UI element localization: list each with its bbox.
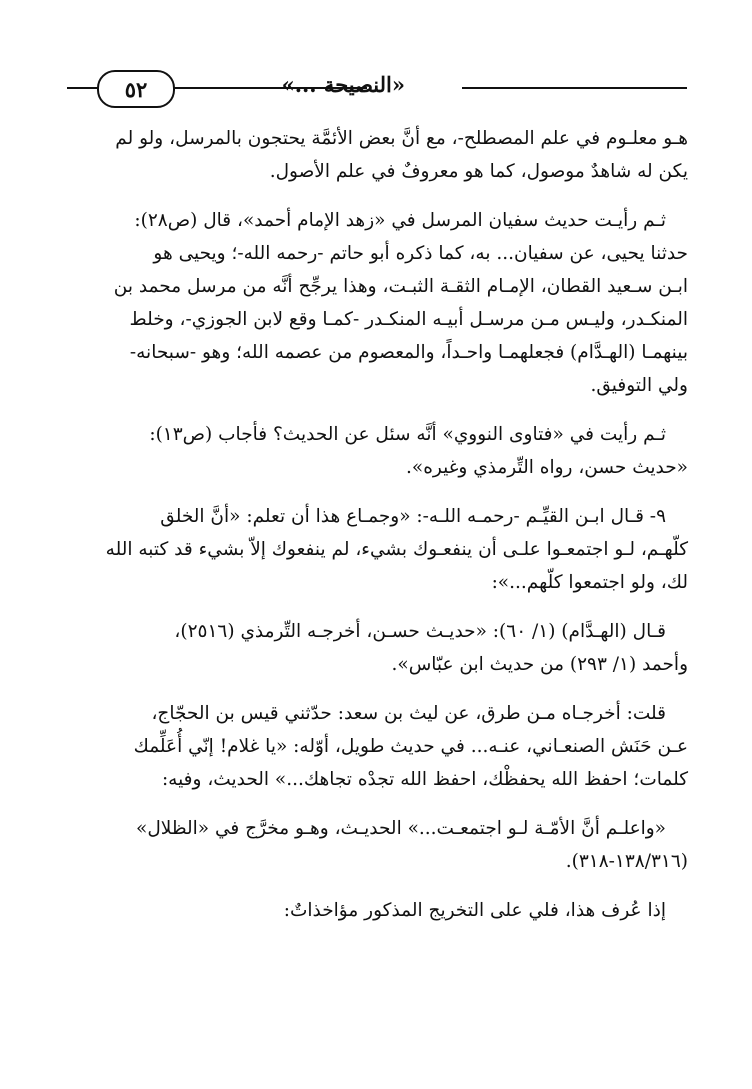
text-line: لك، ولو اجتمعوا كلّهم...»: bbox=[491, 572, 688, 593]
text-line: كلّهـم، لـو اجتمعـوا علـى أن ينفعـوك بشيء، لم ينفعوك إلاّ بشيء قد كتبه الله bbox=[105, 539, 688, 560]
text-line: بينهمـا (الهـدَّام) فجعلهمـا واحـداً، والمعصوم من عصمه الله؛ وهو -سبحانه- bbox=[129, 342, 688, 363]
header-rule-right bbox=[462, 87, 687, 89]
paragraph bbox=[70, 812, 688, 878]
paragraph bbox=[70, 894, 688, 927]
paragraph bbox=[70, 500, 688, 599]
text-line: (١٣٨/٣١٦-٣١٨). bbox=[565, 851, 688, 872]
paragraph bbox=[70, 418, 688, 484]
text-line: ثـم رأيـت حديث سفيان المرسل في «زهد الإمام أحمد»، قال (ص٢٨): bbox=[134, 210, 666, 231]
text-line: يكن له شاهدٌ موصول، كما هو معروفٌ في علم الأصول. bbox=[269, 161, 688, 182]
page-header bbox=[67, 66, 687, 110]
running-title-text: «النصيحة ...» bbox=[281, 72, 405, 97]
text-line: وأحمد (١/ ٢٩٣) من حديث ابن عبّاس». bbox=[391, 654, 688, 675]
text-line: «واعلـم أنَّ الأمّـة لـو اجتمعـت...» الحديـث، وهـو مخرَّج في «الظلال» bbox=[136, 818, 666, 839]
paragraph bbox=[70, 204, 688, 402]
text-line: إذا عُرف هذا، فلي على التخريج المذكور مؤاخذاتٌ: bbox=[283, 900, 666, 921]
text-line: حدثنا يحيى، عن سفيان... به، كما ذكره أبو حاتم -رحمه الله-؛ ويحيى هو bbox=[153, 243, 688, 264]
paragraph bbox=[70, 697, 688, 796]
text-line: قلت: أخرجـاه مـن طرق، عن ليث بن سعد: حدّثني قيس بن الحجّاج، bbox=[151, 703, 666, 724]
text-line: ابـن سـعيد القطان، الإمـام الثقـة الثبـت، وهذا يرجِّح أنَّه من مرسل محمد بن bbox=[113, 276, 688, 297]
text-line: ٩- قـال ابـن القيِّـم -رحمـه اللـه-: «وجمـاع هذا أن تعلم: «أنَّ الخلق bbox=[160, 506, 666, 527]
text-line: «حديث حسن، رواه التِّرمذي وغيره». bbox=[406, 457, 688, 478]
text-line: كلمات؛ احفظ الله يحفظْك، احفظ الله تجدْه تجاهك...» الحديث، وفيه: bbox=[161, 769, 688, 790]
page-body bbox=[70, 122, 688, 943]
text-line: المنكـدر، وليـس مـن مرسـل أبيـه المنكـدر -كمـا وقع لابن الجوزي-، وخلط bbox=[129, 309, 688, 330]
text-line: قـال (الهـدَّام) (١/ ٦٠): «حديـث حسـن، أخرجـه التِّرمذي (٢٥١٦)، bbox=[174, 621, 666, 642]
text-line: ولي التوفيق. bbox=[590, 375, 688, 396]
page-number-badge: ٥٢ bbox=[97, 70, 175, 108]
text-line: ثـم رأيت في «فتاوى النووي» أنَّه سئل عن الحديث؟ فأجاب (ص١٣): bbox=[149, 424, 666, 445]
text-line: هـو معلـوم في علم المصطلح-، مع أنَّ بعض الأئمَّة يحتجون بالمرسل، ولو لم bbox=[115, 128, 688, 149]
text-line: عـن حَنَش الصنعـاني، عنـه... في حديث طويل، أوّله: «يا غلام! إنّي أُعَلِّمك bbox=[133, 736, 688, 757]
paragraph bbox=[70, 122, 688, 188]
paragraph bbox=[70, 615, 688, 681]
